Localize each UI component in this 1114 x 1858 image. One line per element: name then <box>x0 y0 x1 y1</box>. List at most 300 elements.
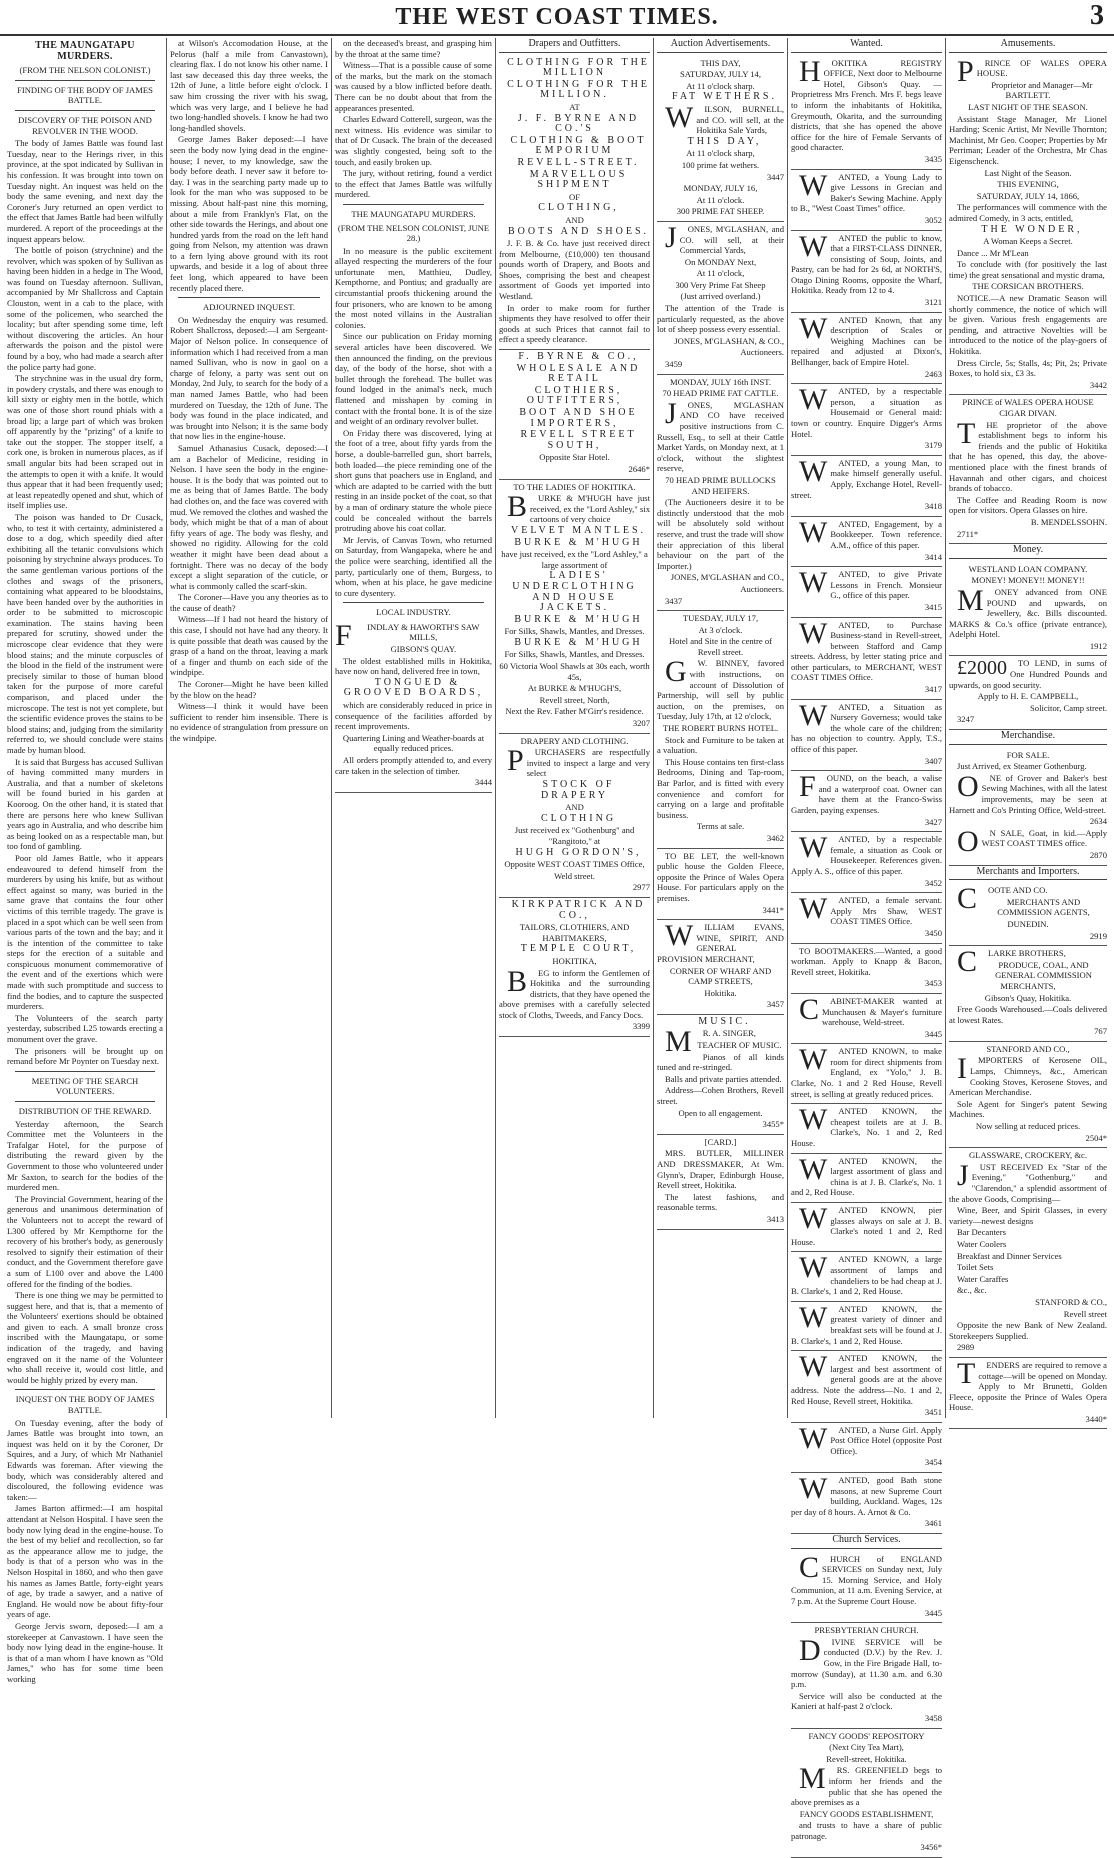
article-paragraph: It is said that Burgess has accused Sullivan of having committed many murders in Australia, and that a number of skeletons will be found buried in his garden at Kooroog. On the other hand, it is stated that there are persons here who knew Sullivan years ago in Australia, and who describe him as being looked on as a respectable man, but too fond of gambling. <box>7 756 163 852</box>
advert-number: 3440* <box>1085 1413 1107 1424</box>
advert-line: Auctioneers. <box>740 583 784 594</box>
article-paragraph: on the deceased's breast, and grasping him by the throat at the same time? <box>335 38 492 59</box>
advert-line: 100 prime fat wethers. <box>681 159 760 170</box>
advert-number: 2463 <box>924 368 942 379</box>
advert-number: 3442 <box>1089 379 1107 390</box>
advert-line: BURKE & M'HUGH <box>514 613 643 625</box>
article-paragraph: The Provincial Government, hearing of the generous and unanimous determination of the Volunteers not to accept the reward of L300 offered by Mr Kempthorne for the recovery of his brother's body, as generously resolved to signify their estimation of their conduct, and the Government therefore gave a sum of L100 over and above the L400 offered for the finding of the bodies. <box>7 1193 163 1289</box>
article-paragraph: George James Baker deposed:—I have seen the body now lying dead in the engine-house; I never, to my knowledge, saw the body before death. I never saw it before to-day. I was in the searching party made up to look for the man who was supposed to be missing. About half-past nine this morning, about a mile from Franklyn's Flat, on the other side towards the Herings, and about one hundred yards from the road on the left hand going from Nelson, my attention was drawn to a fern lying above ground with its root upwards, and beside it a log of about three feet long, which appeared to have been recently placed there. <box>170 134 328 293</box>
article-paragraph: Samuel Athanasius Cusack, deposed:—I am a Bachelor of Medicine, residing in Nelson. I have seen the body in the engine-house. It is the body that was pointed out to me as being that of James Battle. The body had clothes on, and the face was covered with mud. We removed the clothes and washed the body, which might be that of a man of about fifty years of age. The body was fleshy, and showed no rigidity. Allowing for the cold weather it might have been dead about a fortnight. There was no decay of the body except a slight separation of the cuticle, or what is commonly called the scarf-skin. <box>170 442 328 591</box>
drop-cap: W <box>799 1421 828 1455</box>
drop-cap: I <box>957 1052 967 1086</box>
advert-line: WHOLESALE AND RETAIL <box>516 362 641 385</box>
advert-line: Opposite Star Hotel. <box>539 452 610 463</box>
advert-line: Hotel and Site in the centre of Revell street. <box>668 636 773 657</box>
wanted-ad: W ANTED KNOWN, to make room for direct shipments from England, ex "Yolo," J. B. Clarke, No. 1 and 2 Red House, Revell street, is selling at greatly reduced prices. <box>791 1044 942 1104</box>
article-paragraph: Poor old James Battle, who it appears endeavoured to defend himself from the murderers by using his knife, but as without effect against so many, was buried in the same grave that contains the four other victims of this terrible tragedy. The grave is placed in a spot which can be well seen from various parts of the town and the bay; and it is the intention of the committee to take steps for the erection of a suitable and conspicuous monument commemorative of the event and of the exertions which were made with such promptitude and success to find the bodies, and to capture the suspected murderers. <box>7 852 163 1012</box>
drop-cap: C <box>957 945 978 979</box>
wanted-ad: W ANTED KNOWN, the cheapest toilets are at J. B. Clarke's, No. 1 and 2, Red House. <box>791 1104 942 1153</box>
advert-line: THIS DAY, <box>700 57 741 68</box>
advert-line: LADIES' UNDERCLOTHING AND HOUSE JACKETS. <box>512 570 637 614</box>
drop-cap: W <box>799 1152 828 1186</box>
advert-line: For Silks, Shawls, Mantles, and Dresses. <box>504 626 645 637</box>
advert-number: 3462 <box>766 832 784 843</box>
advert-number: 3444 <box>474 777 492 788</box>
advert-line: CORNER OF WHARF AND CAMP STREETS, <box>669 965 772 987</box>
advert-number: 3407 <box>924 755 942 766</box>
advert-line: 300 PRIME FAT SHEEP. <box>676 206 765 217</box>
drop-cap: W <box>799 311 828 345</box>
advert-number: 1912 <box>1089 640 1107 651</box>
advert-william-evans <box>657 920 784 1015</box>
advert-number: 3441* <box>762 904 784 915</box>
advert-line: 60 Victoria Wool Shawls at 30s each, worth 45s, <box>499 661 650 682</box>
article-paragraph: There is one thing we may be permitted to suggest here, and that is, that a memento of the Volunteers' exertions should be obtained and given to each. A small bronze cross inscribed with the Maungatapu, or some indication of the tragedy, and having engraved on it the name of the Volunteer who shall receive it, would cost little, and would be highly prized by every man. <box>7 1290 163 1385</box>
advert-line: Just received ex "Gothenburg" and "Rangitoto," at <box>514 825 635 846</box>
advert-fat-wethers <box>657 56 784 222</box>
advert-number: 3052 <box>924 214 942 225</box>
article-paragraph: On Tuesday evening, after the body of James Battle was brought into town, an inquest was held on it by the Coroner, Dr Squires, and a Jury, of which Mr Nathaniel Edwards was foreman. After viewing the body, which was considerably altered and discoloured, the following evidence was taken:— <box>7 1417 163 1502</box>
advert-line: SATURDAY, JULY 14, <box>680 69 761 80</box>
advert-number: 2977 <box>632 882 650 893</box>
article-paragraph: The Coroner—Have you any theories as to the cause of death? <box>170 592 328 613</box>
advert-line: Next the Rev. Father M'Girr's residence. <box>505 706 644 717</box>
advert-line: HOKITIKA, <box>552 955 597 966</box>
wanted-ad: W ANTED, a young Man, to make himself generally useful. Apply, Exchange Hotel, Revell-street. 3418 <box>791 456 942 517</box>
drop-cap: W <box>799 1103 828 1137</box>
advert-line: BURKE & M'HUGH <box>514 536 643 548</box>
advert-coote: C OOTE AND CO. MERCHANTS AND COMMISSION AGENTS, DUNEDIN. 2919 <box>949 883 1107 946</box>
advert-title: INDLAY & HAWORTH'S SAW MILLS, <box>367 621 480 643</box>
drop-cap: W <box>799 698 828 732</box>
advert-number: 3437 <box>665 595 683 606</box>
advert-line: JONES, M'GLASHAN and CO., <box>670 572 784 583</box>
advert-number: 3456* <box>920 1842 942 1853</box>
advert-number: 3399 <box>632 1021 650 1032</box>
divider <box>15 1071 155 1072</box>
article-paragraph: Witness—I think it would have been sufficient to render him insensible. There is no evidence of strangulation from pressure on the windpipe. <box>170 701 328 743</box>
section-header: Merchants and Importers. <box>949 866 1107 881</box>
drop-cap: W <box>799 892 828 926</box>
advert-findlay-haworth <box>335 620 492 793</box>
article-paragraph: On Friday there was discovered, lying at the foot of a tree, about fifty yards from the horse, a double-barrelled gun, short barrels, both loaded—the piece reminding one of the short guns that poachers use in England, and which are adapted to be carried with the butt resting in an inside pocket of the coat, so that by a man of ordinary stature the whole piece could be concealed without the barrels protruding above his coat collar. <box>335 427 492 534</box>
advert-loan-company: WESTLAND LOAN COMPANY. MONEY! MONEY!! MONEY!! M ONEY advanced from ONE POUND and upwards, on Jewellery, &c. Bills discounted. MARKS & Co.'s office (private entrance), Adelphi Hotel. 1912 <box>949 562 1107 657</box>
divider <box>15 110 155 111</box>
advert-number: 3451 <box>924 1407 942 1418</box>
wanted-ad: F OUND, on the beach, a valise and a waterproof coat. Owner can have them at the Franco-Swiss Garden, paying expenses. 3427 <box>791 771 942 832</box>
article-paragraph: Witness—That is a possible cause of some of the marks, but the mark on the stomach was caused by a blow inflicted before death. There can be no doubt about that from the appearances presented. <box>335 60 492 113</box>
advert-line: Weld street. <box>554 870 595 881</box>
drop-cap: J <box>665 396 677 430</box>
drop-cap: W <box>799 616 828 650</box>
advert-number: 3457 <box>766 999 784 1010</box>
wanted-ad: W ANTED, a female servant. Apply Mrs Shaw, WEST COAST TIMES Office. 3450 <box>791 893 942 943</box>
section-header: Money. <box>949 544 1107 559</box>
wanted-ad: W ANTED, a Young Lady to give Lessons in Grecian and Baker's Sewing Machine. Apply to B., "West Coast Times" office. 3052 <box>791 170 942 231</box>
advert-line: ILSON, BURNELL, and CO. will sell, at the Hokitika Sale Yards, <box>696 103 784 136</box>
advert-fancy-goods: FANCY GOODS' REPOSITORY (Next City Tea Mart), Revell-street, Hokitika. M RS. GREENFIELD begs to inform her friends and the public that she has opened the above premises as a FANCY GOODS ESTABLISHMENT, and trusts to have a share of public patronage. 3456* <box>791 1729 942 1858</box>
advert-line: On MONDAY Next, <box>684 256 757 267</box>
drop-cap: C <box>799 1550 820 1584</box>
advert-hugh-gordon <box>499 734 650 898</box>
wanted-ad: W ANTED KNOWN, the largest assortment of glass and china is at J. B. Clarke's, No. 1 and 2, Red House. <box>791 1154 942 1203</box>
advert-number: 2646* <box>628 463 650 474</box>
drop-cap: G <box>665 655 687 689</box>
drop-cap: O <box>957 769 979 803</box>
divider <box>15 80 155 81</box>
article-subheading: LOCAL INDUSTRY. <box>376 607 451 618</box>
article-paragraph: The jury, without retiring, found a verdict to the effect that James Battle was wilfully murdered. <box>335 168 492 200</box>
advert-line: which are considerably reduced in price in consequence of the facilities afforded by recent improvements. <box>335 700 492 732</box>
advert-line: URCHASERS are respectfully invited to inspect a large and very select <box>526 747 650 779</box>
advert-number: 3455* <box>762 1119 784 1130</box>
advert-number: 2504* <box>1085 1132 1107 1143</box>
advert-line: have just received, ex the "Lord Ashley," a large assortment of <box>501 549 648 570</box>
advert-line: EG to inform the Gentlemen of Hokitika and the surrounding districts, that they have opened the above premises with a carefully selected stock of Cloths, Tweeds, and Fancy Docs. <box>499 967 650 1020</box>
advert-line: (The Auctioneers desire it to be distinctly understood that the mob will be absolutely sold without reserve, and trust the trade will show their appreciation of this liberal behaviour on the part of the Importer.) <box>657 497 784 571</box>
advert-number: 3454 <box>924 1457 942 1468</box>
section-header: Wanted. <box>791 38 942 53</box>
article-paragraph: The bottle of poison (strychnine) and the revolver, which was spoken of by Sullivan as having been hidden in a hedge in The Wood, was found on Tuesday afternoon. Sullivan, accompanied by Mr Shallcross and Captain Clouston, went in a cab to the place, with some of the policemen, who searched the locality; but after spending some time, left without discovering the articles. An hour afterwards the poison and the pistol were found by a boy, who had made a search after the police party had gone. <box>7 245 163 372</box>
section-header: Drapers and Outfitters. <box>499 38 650 53</box>
advert-fat-cattle <box>657 375 784 611</box>
advert-line: JONES, M'GLASHAN, & CO., <box>674 335 784 346</box>
advert-number: 3435 <box>924 153 942 164</box>
advert-byrne-wholesale <box>499 350 650 480</box>
article-paragraph: Yesterday afternoon, the Search Committee met the Volunteers in the Trafalgar Hotel, for the purpose of distributing the reward given by the Government to those who volunteered under Mr Saxton, to search for the bodies of the murdered men. <box>7 1118 163 1193</box>
drop-cap: B <box>507 490 528 524</box>
advert-number: 2989 <box>957 1342 975 1353</box>
advert-line: Stock and Furniture to be taken at a valuation. <box>657 734 784 756</box>
wanted-ad: H OKITIKA REGISTRY OFFICE, Next door to Melbourne Hotel, Gibson's Quay. — Proprietress Mrs French. Mrs F. begs leave to inform the inhabitants of Hokitika, Greymouth, Okarita, and the surrounding districts, that she has opened the above office for the hire of Female Servants of good character. 3435 <box>791 56 942 170</box>
advert-number: 3459 <box>665 359 683 370</box>
advert-line: The latest fashions, and reasonable terms. <box>657 1191 784 1213</box>
advert-number: 3450 <box>924 927 942 938</box>
drop-cap: C <box>799 992 820 1026</box>
article-heading: THE MAUNGATAPU MURDERS. <box>35 40 135 62</box>
article-paragraph: Since our publication on Friday morning several articles have been discovered. We then announced the finding, on the previous day, of the body of the horse, shot with a bullet through the forehead. The bullet was found lodged in the animal's neck, much flattened and misshapen by coming in contact with the frontal bone. It is of the size and weight of an ordinary revolver bullet. <box>335 331 492 427</box>
advert-line: All orders promptly attended to, and every care taken in the selection of timber. <box>335 755 492 776</box>
drop-cap: W <box>665 100 694 134</box>
advert-line: Quartering Lining and Weather-boards at equally reduced prices. <box>342 732 485 754</box>
advert-byrne-clothing <box>499 56 650 350</box>
advert-line: TUESDAY, JULY 17, <box>682 613 759 624</box>
advert-number: 2711* <box>957 528 979 539</box>
article-paragraph: at Wilson's Accomodation House, at the Pelorus (half a mile from Canvastown), clearing flax. I do not know his other name. I last saw deceased this day three weeks, the 12th of June, a little before eight o'clock. I saw him crossing the river with his swag, which was very large, and I believe he had two long-handled shovels. I know he had two long-handled shovels. <box>170 38 328 133</box>
advert-line: For Silks, Shawls, Mantles, and Dresses. <box>504 649 645 660</box>
advert-line: At 3 o'clock. <box>698 624 743 635</box>
section-header: Church Services. <box>791 1534 942 1549</box>
newspaper-title: THE WEST COAST TIMES. <box>395 4 719 30</box>
advert-line: MARVELLOUS SHIPMENT <box>529 168 628 191</box>
advert-line: Address—Cohen Brothers, Revell street. <box>657 1085 784 1107</box>
advert-music <box>657 1015 784 1135</box>
article-subheading: DISCOVERY OF THE POISON AND REVOLVER IN THE WOOD. <box>18 114 152 136</box>
advert-line: 70 HEAD PRIME BULLOCKS AND HEIFERS. <box>665 474 776 496</box>
wanted-ad: W ANTED, a Nurse Girl. Apply Post Office Hotel (opposite Post Office). 3454 <box>791 1423 942 1473</box>
advert-number: 3418 <box>924 501 942 512</box>
advert-number: 3207 <box>632 718 650 729</box>
column-3 <box>331 38 495 1418</box>
advert-line: VELVET MANTLES. <box>511 524 646 536</box>
advert-line: Opposite WEST COAST TIMES Office, <box>504 859 645 870</box>
drop-cap: W <box>799 168 828 202</box>
advert-line: MUSIC. <box>698 1015 751 1027</box>
advert-line: REVELL-STREET. <box>517 156 640 168</box>
divider <box>15 1101 155 1102</box>
advert-mrs-butler <box>657 1135 784 1230</box>
drop-cap: F <box>335 618 352 652</box>
advert-jones-sheep <box>657 222 784 375</box>
article-paragraph: The poison was handed to Dr Cusack, who, to test it with certainty, administered a dose to a dog, which speedily died after exhibiting all the tetanic convulsions which poisoning by strychnine always produces. To the same gentleman various portions of the clothes and swags of the prisoners, containing what appeared to be bloodstains, have been handed over by the authorities in order to be submitted to microscopic examination. The stains having been prepared for scrutiny, showed under the microscope clear evidence that they were blood stains; and the minute corpuscles of the blood in the field of the instrument were precisely similar to those of human blood taken for the purpose of more careful comparison, and placed under the microscope. The test is not yet complete, but the scientific evidence proves the stains to be blood stains; and, judging from the similarity referred to, we should conclude were stains made by human blood. <box>7 511 163 755</box>
divider <box>343 204 484 205</box>
advert-line: This House contains ten first-class Bedrooms, Dining and Tap-room, Bar Parlor, and is fitted with every convenience and comfort for carrying on a large and profitable business. <box>657 756 784 820</box>
wanted-ad: W ANTED Known, that any description of Scales or Weighing Machines can be repaired and adjusted at Dixon's, Bellhanger, back of Empire Hotel. 2463 <box>791 313 942 385</box>
drop-cap: D <box>799 1633 821 1667</box>
wanted-ad: W ANTED, Engagement, by a Bookkeeper. Town reference. A.M., office of this paper. 3414 <box>791 517 942 567</box>
advert-tenders: T ENDERS are required to remove a cottage—will be opened on Monday. Apply to Mr Brunetti, Golden Fleece, opposite the Prince of Wales Opera House. 3440* <box>949 1358 1107 1430</box>
wanted-ad: W ANTED KNOWN, a large assortment of lamps and chandeliers to be had cheap at J. B. Clarke's, 1 and 2, Red House. <box>791 1252 942 1301</box>
drop-cap: W <box>799 1043 828 1077</box>
advert-line: STOCK OF DRAPERY <box>540 779 615 801</box>
drop-cap: T <box>957 416 976 450</box>
article-subheading: MEETING OF THE SEARCH VOLUNTEERS. <box>31 1075 139 1097</box>
advert-line: GIBSON'S QUAY. <box>390 644 457 655</box>
drop-cap: P <box>957 54 974 88</box>
advert-line: CLOTHING <box>540 812 617 824</box>
advert-line: ILLIAM EVANS, WINE, SPIRIT, AND GENERAL PROVISION MERCHANT, <box>657 922 784 964</box>
church-ad: C HURCH of ENGLAND SERVICES on Sunday next, July 15. Morning Service, and Holy Communion, at 11 a.m. Evening Service, at 7 p.m. At the Supreme Court House. 3445 <box>791 1552 942 1624</box>
article-paragraph: The strychnine was in the usual dry form, in powdery crystals, and there was enough to kill sixty or eighty men in the bottle, which was one of those short round phials with a broad lip; a large part of which was broken off apparently by the "prizing" of a knife to take out the stopper. The stopper itself, a cork one, is broken in numerous places, as if small angular bits had been scraped out in the attempts to open it with a knife. It would thus appear that it had been frequently used; at least repeatedly opened and shut, which of itself implies use. <box>7 373 163 511</box>
advert-number: 2634 <box>1089 816 1107 827</box>
advert-opera-house: P RINCE OF WALES OPERA HOUSE. Proprietor and Manager—Mr BARTLETT. LAST NIGHT OF THE SEASON. Assistant Stage Manager, Mr Lionel Harding; Scenic Artist, Mr Neville Thornton; Machinist, Mr Geo. Cooper; Properties by Mr Perriman; Leader of the Orchestra, Mr Chas Eigenschenck. Last Night of the Season. THIS EVENING, SATURDAY, JULY 14, 1866, The performances will commence with the admired Comedy, in 3 acts, entitled, THE WONDER, A Woman Keeps a Secret. Dance ... Mr M'Lean To conclude with (for positively the last time) the great sensational and mystic drama, THE CORSICAN BROTHERS. NOTICE.—A new Dramatic Season will shortly commence, the notice of which will be given. Various fresh engagements are pending, and attractive Novelties will be introduced to the notice of the play-goers of Hokitika. Dress Circle, 5s; Stalls, 4s; Pit, 2s; Private Boxes, to hold six, £3 3s. 3442 <box>949 56 1107 396</box>
drop-cap: M <box>957 583 984 617</box>
article-subheading: THE MAUNGATAPU MURDERS. <box>351 208 476 219</box>
sum-amount: £2000 <box>957 657 1007 680</box>
advert-line: THE ROBERT BURNS HOTEL. <box>662 723 779 734</box>
advert-number: 3413 <box>766 1213 784 1224</box>
drop-cap: W <box>799 515 828 549</box>
wanted-ad: C ABINET-MAKER wanted at Munchausen & Mayer's furniture warehouse, Weld-street. 3445 <box>791 994 942 1044</box>
advert-line: W. BINNEY, favored with instructions, on account of Dissolution of Partnership, will sell by public auction, on the premises, on Tuesday, July 17th, at 12 o'clock, <box>657 658 784 722</box>
wanted-ad: W ANTED KNOWN, the greatest variety of dinner and breakfast sets will be found at J. B. Clarke's, 1 and 2, Red House. <box>791 1302 942 1351</box>
column-4 <box>495 38 653 1418</box>
article-subheading: INQUEST ON THE BODY OF JAMES BATTLE. <box>15 1394 155 1416</box>
advert-stanford: STANFORD AND CO., I MPORTERS of Kerosene OIL, Lamps, Chimneys, &c., American Cooking Stoves, Kerosene Stoves, and American Merchandise. Sole Agent for Singer's patent Sewing Machines. Now selling at reduced prices. 2504* <box>949 1042 1107 1148</box>
advert-kirkpatrick <box>499 898 650 1037</box>
advert-line: In order to make room for further shipments they have resolved to offer their goods at such Prices that cannot fail to effect a speedy clearance. <box>499 302 650 345</box>
article-source: (FROM THE NELSON COLONIST, JUNE 28.) <box>337 222 490 244</box>
advert-line: URKE & M'HUGH have just received, ex the "Lord Ashley," six cartoons of very choice <box>530 493 650 525</box>
page-columns <box>4 38 1110 1853</box>
page-number: 3 <box>1090 0 1104 31</box>
advert-number: 2919 <box>1089 930 1107 941</box>
advert-line: KIRKPATRICK AND CO., <box>511 898 646 921</box>
advert-line: TO BE LET, the well-known public house the Golden Fleece, opposite the Prince of Wales Opera House. For particulars apply on the premises. <box>657 850 784 903</box>
advert-line: AND <box>565 214 584 225</box>
advert-line: Auctioneers. <box>740 347 784 358</box>
wanted-ad: W ANTED KNOWN, the largest and best assortment of general goods are at the above address. Note the address—No. 1 and 2, Red House, Revell street, Hokitika. 3451 <box>791 1351 942 1423</box>
advert-line: CLOTHING, <box>538 202 619 214</box>
advert-line: CLOTHING FOR THE MILLION <box>507 56 650 79</box>
advert-line: F. BYRNE & CO., <box>518 351 639 363</box>
advert-line: ONES, M'GLASHAN, and CO. will sell, at their Commercial Yards, <box>679 223 784 256</box>
column-5 <box>653 38 787 1418</box>
advert-golden-fleece <box>657 849 784 921</box>
advert-number: 3414 <box>924 551 942 562</box>
divider <box>15 1389 155 1390</box>
drop-cap: C <box>957 882 978 916</box>
wanted-ad: W ANTED, by a respectable person, a situation as Housemaid or General maid: town or country. Enquire Digger's Arms Hotel. 3179 <box>791 384 942 456</box>
article-paragraph: The Volunteers of the search party yesterday, subscribed L25 towards erecting a monument over the grave. <box>7 1012 163 1045</box>
advert-line: DRAPERY AND CLOTHING. <box>520 735 629 746</box>
column-1 <box>4 38 166 1684</box>
advert-line: CLOTHING FOR THE MILLION. <box>507 78 650 101</box>
drop-cap: W <box>799 1350 828 1384</box>
article-paragraph: The prisoners will be brought up on remand before Mr Poynter on Tuesday next. <box>7 1045 163 1067</box>
drop-cap: W <box>799 383 828 417</box>
drop-cap: W <box>799 1472 828 1506</box>
drop-cap: T <box>957 1356 976 1390</box>
drop-cap: J <box>665 220 677 254</box>
advert-number: 3179 <box>924 440 942 451</box>
advert-line: CLOTHIERS, OUTFITTERS, <box>526 384 623 407</box>
advert-number: 3445 <box>924 1028 942 1039</box>
divider <box>178 297 320 298</box>
drop-cap: H <box>799 54 821 88</box>
advert-line: TEACHER OF MUSIC. <box>697 1040 782 1051</box>
advert-to-lend: £2000 TO LEND, in sums of One Hundred Pounds and upwards, on good security. Apply to H. E. CAMPBELL, Solicitor, Camp street. 3247 <box>949 656 1107 730</box>
advert-line: BOOTS AND SHOES. <box>507 225 650 237</box>
advert-burke-mhugh <box>499 480 650 734</box>
wanted-ad: TO BOOTMAKERS.—Wanted, a good workman. Apply to Knapp & Bacon, Revell street, Hokitika. 3453 <box>791 944 942 994</box>
drop-cap: W <box>799 1202 828 1235</box>
advert-line: At 11 o'clock sharp, <box>686 148 755 159</box>
advert-line: J. F. BYRNE AND CO.'S <box>517 112 640 135</box>
advert-line: TONGUED & GROOVED BOARDS, <box>343 676 484 699</box>
advert-line: MONDAY, JULY 16th INST. <box>669 376 772 387</box>
advert-line: OF <box>569 191 580 202</box>
advert-number: 2870 <box>1089 849 1107 860</box>
masthead <box>0 0 1114 36</box>
advert-line: Terms at sale. <box>696 821 745 832</box>
advert-number: 3417 <box>924 684 942 695</box>
drop-cap: M <box>665 1025 692 1059</box>
advert-robert-burns-hotel <box>657 611 784 848</box>
article-paragraph: The body of James Battle was found last Tuesday, near to the Herings river, in this province, at the spot indicated by Sullivan in his confession. It was brought into town on Tuesday night. An inquest was held on the body the same evening, and next day the Coroner's Jury returned an open verdict to the effect that James Battle had been wilfully murdered. A report of the proceedings at the inquest appears below. <box>7 138 163 244</box>
drop-cap: W <box>665 919 694 953</box>
advert-line: Pianos of all kinds tuned and re-stringed. <box>657 1051 784 1073</box>
advert-line: At 11 o'clock. <box>696 194 745 205</box>
advert-number: 3445 <box>924 1607 942 1618</box>
drop-cap: W <box>799 229 828 263</box>
advert-line: Open to all engagement. <box>678 1107 763 1118</box>
advert-number: 3415 <box>924 601 942 612</box>
advert-line: CLOTHING & BOOT EMPORIUM <box>510 134 647 157</box>
drop-cap: W <box>799 454 828 488</box>
advert-line: (Just arrived overland.) <box>680 291 761 302</box>
advert-line: Hokitika. <box>704 987 737 998</box>
advert-line: AND <box>565 802 584 813</box>
advert-line: REVELL STREET SOUTH, <box>520 429 637 451</box>
advert-line: At 11 o'clock sharp. <box>686 80 755 91</box>
column-6 <box>787 38 945 1853</box>
advert-line: MONDAY, JULY 16, <box>683 183 758 194</box>
divider <box>343 602 484 603</box>
advert-line: TEMPLE COURT, <box>520 943 637 955</box>
advert-number: 3427 <box>924 816 942 827</box>
article-subheading: ADJOURNED INQUEST. <box>203 302 295 313</box>
drop-cap: W <box>799 1300 828 1334</box>
drop-cap: W <box>799 831 828 865</box>
advert-line: [CARD.] <box>704 1136 737 1147</box>
advert-number: 3458 <box>924 1712 942 1723</box>
advert-line: Balls and private parties attended. <box>665 1073 782 1084</box>
advert-line: BURKE & M'HUGH <box>514 636 643 648</box>
advert-number: 3452 <box>924 877 942 888</box>
article-subheading: FINDING OF THE BODY OF JAMES BATTLE. <box>17 84 153 106</box>
wanted-ad: W ANTED KNOWN, pier glasses always on sale at J. B. Clarke's noted 1 and 2, Red House. <box>791 1203 942 1252</box>
advert-line: R. A. SINGER, <box>702 1028 756 1039</box>
advert-line: THIS DAY, <box>687 135 762 147</box>
drop-cap: W <box>799 1251 828 1285</box>
drop-cap: W <box>799 566 828 600</box>
advert-line: HUGH GORDON'S, <box>515 846 642 858</box>
drop-cap: F <box>799 770 816 804</box>
advert-line: AT <box>569 101 580 112</box>
wanted-ad: W ANTED, good Bath stone masons, at new Supreme Court building, Auckland. Wages, 12s per day of 8 hours. A. Arnot & Co. 3461 <box>791 1473 942 1534</box>
column-2 <box>166 38 331 1418</box>
article-paragraph: James Barton affirmed:—I am hospital attendant at Nelson Hospital. I have seen the body now lying dead in the engine-house. To the best of my belief and recollection, so far as the appearance allow me to judge, the body is that of a person who was in the Nelson Hospital in 1860, and who then gave his names as James Battle, forty-eight years of age, by trade a sawyer, and a native of England. He would now be about fifty-four years of age. <box>7 1503 163 1620</box>
advert-number: 3461 <box>924 1518 942 1529</box>
article-subheading: DISTRIBUTION OF THE REWARD. <box>18 1106 152 1116</box>
article-paragraph: Charles Edward Cotterell, surgeon, was the next witness. His evidence was similar to that of Dr Cusack. The brain of the deceased was slightly congested, being soft to the touch, and easily broken up. <box>335 114 493 167</box>
advert-line: TO THE LADIES OF HOKITIKA. <box>513 481 636 492</box>
drop-cap: B <box>507 964 528 998</box>
advert-line: 300 Very Prime Fat Sheep <box>675 279 766 290</box>
article-paragraph: Mr Jervis, of Canvas Town, who returned on Saturday, from Wangapeka, where he and the police were searching, identified all the party, particularly one of them, Burgess, to whom, when at his place, he gave medicine to cure dysentery. <box>335 534 492 598</box>
advert-line: Revell street, North, <box>539 694 610 705</box>
advert-line: BOOT AND SHOE IMPORTERS, <box>519 407 638 429</box>
advert-line: J. F. B. & Co. have just received direct from Melbourne, (£10,000) ten thousand pounds worth of Drapery, and Boots and Shoes, comprising the best and cheapest assortment of Goods yet imported into Westland. <box>499 238 650 302</box>
article-paragraph: The Coroner—Might he have been killed by the blow on the head? <box>170 679 328 700</box>
article-paragraph: Witness—If I had not heard the history of this case, I should not have had any theory. It is quite possible that death was caused by the grasp of a hand on the throat, leaving a mark of a finger and thumb on each side of the windpipe. <box>170 614 328 678</box>
advert-line: ONES, M'GLASHAN AND CO have received positive instructions from C. Russell, Esq., to sell at their Cattle Market Yards, on Monday next, at 1 o'clock, without the slightest reserve, <box>657 399 784 474</box>
advert-number: 3247 <box>957 714 975 725</box>
drop-cap: J <box>957 1158 969 1192</box>
advert-glassware: GLASSWARE, CROCKERY, &c. J UST RECEIVED Ex "Star of the Evening," "Gothenburg," and "Clarendon," a splendid assortment of the above Goods, Comprising— Wine, Beer, and Spirit Glasses, in every variety—newest designs Bar Decanters Water Coolers Breakfast and Dinner Services Toilet Sets Water Caraffes &c., &c. STANFORD & CO., Revell street Opposite the new Bank of New Zealand. Storekeepers Supplied. 2989 <box>949 1148 1107 1358</box>
column-7 <box>945 38 1110 1424</box>
article-paragraph: In no measure is the public excitement allayed respecting the murderers of the four unfortunate men, Matthieu, Dudley, Kempthorne, and Pontius; and gradually are circumstantial proofs thickening around the four prisoners, who are known to be among the most noted villains in the Australian colonies. <box>335 245 492 330</box>
advert-number: 3453 <box>924 978 942 989</box>
advert-line: TAILORS, CLOTHIERS, AND HABITMAKERS, <box>519 922 630 943</box>
drop-cap: P <box>507 744 524 778</box>
article-source: (FROM THE NELSON COLONIST.) <box>19 65 151 76</box>
article-paragraph: George Jervis sworn, deposed:—I am a storekeeper at Canvastown. I have seen the body now lying dead in the engine-house. It is that of a man whom I have known as "Old James," who has for some time been working <box>7 1620 163 1684</box>
advert-line: At 11 o'clock, <box>696 268 745 279</box>
advert-cigar-divan: PRINCE of WALES OPERA HOUSE CIGAR DIVAN. T HE proprietor of the above establishment begs to inform his friends and the public of Hokitika that he has opened, this day, the above-mentioned place with the finest brands of Havannah and other cigars, and choicest brands of tobacco. The Coffee and Reading Room is now open for visitors. Opera Glasses on hire. B. MENDELSSOHN. 2711* <box>949 395 1107 544</box>
church-ad: PRESBYTERIAN CHURCH. D IVINE SERVICE will be conducted (D.V.) by the Rev. J. Gow, in the Fire Brigade Hall, to-morrow (Sunday), at 11.30 a.m. and 6.30 p.m. Service will also be conducted at the Kanieri at half-past 2 o'clock. 3458 <box>791 1623 942 1728</box>
advert-number: 3447 <box>766 171 784 182</box>
advert-line: The oldest established mills in Hokitika, have now on hand, delivered free in town, <box>335 655 492 677</box>
advert-number: 767 <box>1094 1026 1107 1037</box>
advert-line: At BURKE & M'HUGH'S, <box>527 683 622 694</box>
section-header: Amusements. <box>949 38 1107 53</box>
wanted-ad: W ANTED, to Purchase Business-stand in Revell-street, between Stafford and Camp streets. Address, by letter stating price and other particulars, to MERCHANT, WEST COAST TIMES Office. 3417 <box>791 618 942 700</box>
article-paragraph: On Wednesday the enquiry was resumed. Robert Shallcross, deposed:—I am Sergeant-Major of Nelson police. In consequence of information which I had received from a man named Sullivan, who is now in gaol on a charge of felony, a party was sent out on Monday, 2nd July, to search for the body of a man named James Battle, who had been murdered on Tuesday, the 12th of June. The body was found in the place indicated, and was brought into Nelson; it is the same body that now lies in the engine-house. <box>170 314 328 442</box>
advert-number: 3121 <box>924 297 942 308</box>
section-header: Merchandise. <box>949 730 1107 745</box>
